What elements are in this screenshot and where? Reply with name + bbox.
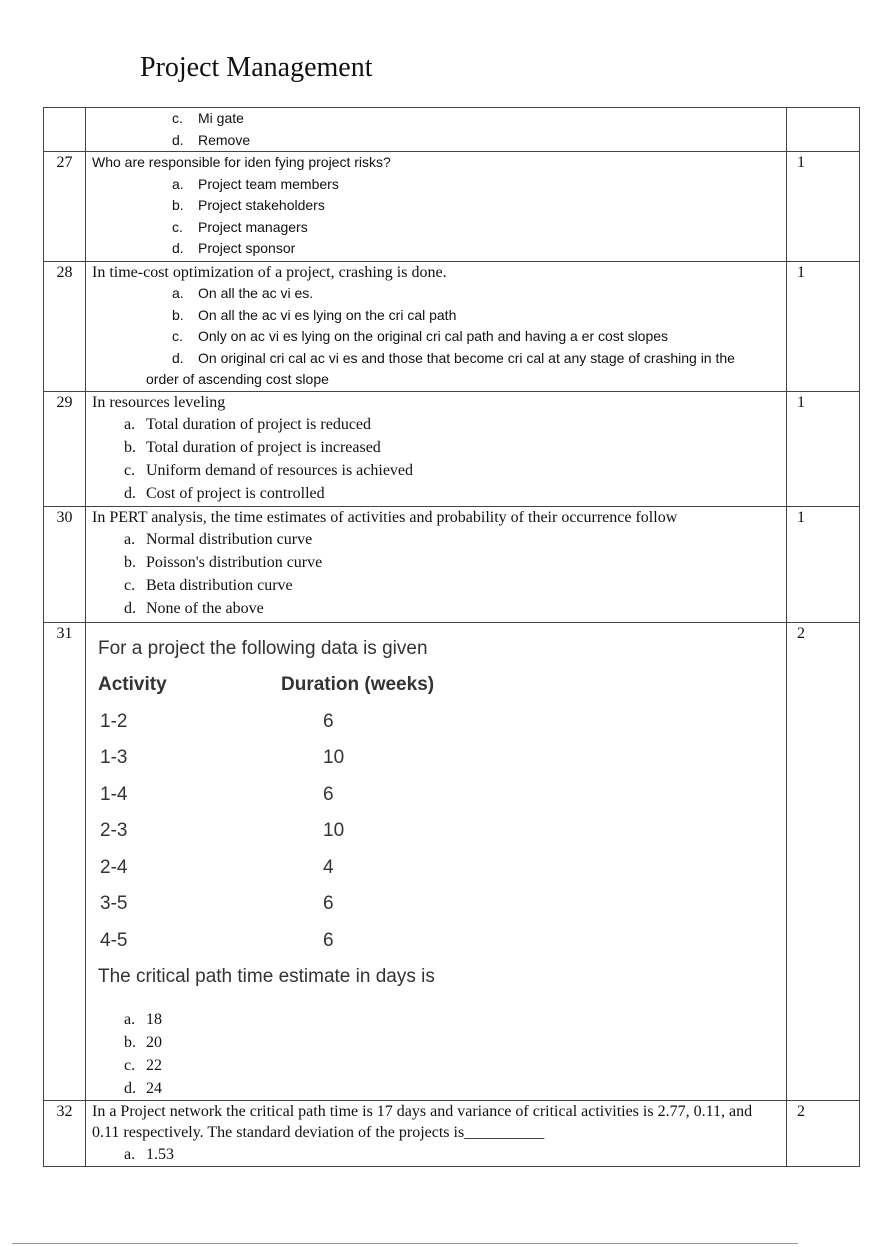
option: c. Only on ac vi es lying on the original cri cal path and having a er cost slopes (172, 328, 669, 344)
option: a. 1.53 (124, 1145, 174, 1163)
question-text: In PERT analysis, the time estimates of activities and probability of their occurrence follow (92, 508, 678, 526)
question-number: 30 (44, 506, 86, 622)
option: d. Cost of project is controlled (124, 484, 325, 502)
footer-divider (12, 1243, 798, 1244)
option: d. 24 (124, 1079, 162, 1097)
data-row: 3-5 6 (100, 893, 334, 915)
option: b. Project stakeholders (172, 197, 325, 213)
option: b. Poisson's distribution curve (124, 553, 323, 571)
data-row: 1-2 6 (100, 710, 334, 732)
option: b. On all the ac vi es lying on the cri cal path (172, 306, 457, 323)
question-31 (44, 622, 860, 1100)
question-30 (44, 506, 860, 622)
option: d. None of the above (124, 599, 264, 617)
question-number: 32 (44, 1100, 86, 1166)
question-32 (44, 1100, 860, 1166)
question-text: In resources leveling (92, 393, 226, 411)
question-number: 29 (44, 391, 86, 506)
marks: 2 (787, 622, 860, 1100)
question-28: 28 In time-cost optimization of a project, crashing is done. a. On all the ac vi es. b. On all the ac vi es lying on the cri cal path c. Only on ac vi es lying on the original cri cal path and having a er cost slopes d. On original cri cal ac vi es and those that become cri cal at any stage of crashing in the order of ascending cost slope 1 (44, 262, 860, 392)
option: a. On all the ac vi es. (172, 285, 314, 301)
option: b. 20 (124, 1033, 162, 1051)
option: a. Project team members (172, 175, 339, 192)
option: c. Uniform demand of resources is achieved (124, 461, 414, 479)
marks: 1 (787, 506, 860, 622)
question-27 (44, 152, 860, 262)
option: b. Total duration of project is increased (124, 438, 381, 456)
table-row (44, 108, 860, 152)
data-row: 4-5 6 (100, 929, 334, 951)
question-text: Who are responsible for iden fying project risks? (92, 154, 391, 170)
marks: 2 (787, 1100, 860, 1166)
option: c. Mi gate (172, 110, 244, 126)
option: c. Beta distribution curve (124, 576, 293, 594)
question-number: 31 (44, 622, 86, 1100)
page-title: Project Management (140, 52, 373, 83)
data-row: 2-3 10 (100, 820, 345, 842)
data-row: 2-4 4 (100, 856, 334, 878)
question-text: In time-cost optimization of a project, crashing is done. (92, 264, 447, 281)
question-29 (44, 391, 860, 506)
questions-table (43, 107, 860, 1167)
data-row: 1-3 10 (100, 747, 345, 769)
option: d. Remove (172, 131, 251, 148)
option: c. 22 (124, 1056, 162, 1074)
data-row: 1-4 6 (100, 783, 334, 805)
marks: 1 (787, 152, 860, 262)
question-number: 27 (44, 152, 86, 262)
option: a. 18 (124, 1010, 162, 1028)
question-text: In a Project network the critical path time is 17 days and variance of critical activities is 2.77, 0.11, and 0.11 respectively. The standard deviation of the projects is__________ (92, 1102, 753, 1141)
option: d. Project sponsor (172, 240, 296, 256)
option: a. Total duration of project is reduced (124, 415, 372, 433)
question-image: For a project the following data is given Activity Duration (weeks) 1-2 6 1-3 10 1-4 6 2-3 10 2-4 4 3-5 6 4-5 6 The critical path time estimate in days is (92, 623, 780, 1002)
option: c. Project managers (172, 218, 308, 235)
marks: 1 (787, 391, 860, 506)
data-table-header: Activity Duration (weeks) (98, 674, 435, 696)
option: a. Normal distribution curve (124, 530, 313, 548)
question-number: 28 (44, 262, 86, 392)
marks: 1 (787, 262, 860, 392)
option: d. On original cri cal ac vi es and those that become cri cal at any stage of crashing in the (172, 349, 735, 366)
